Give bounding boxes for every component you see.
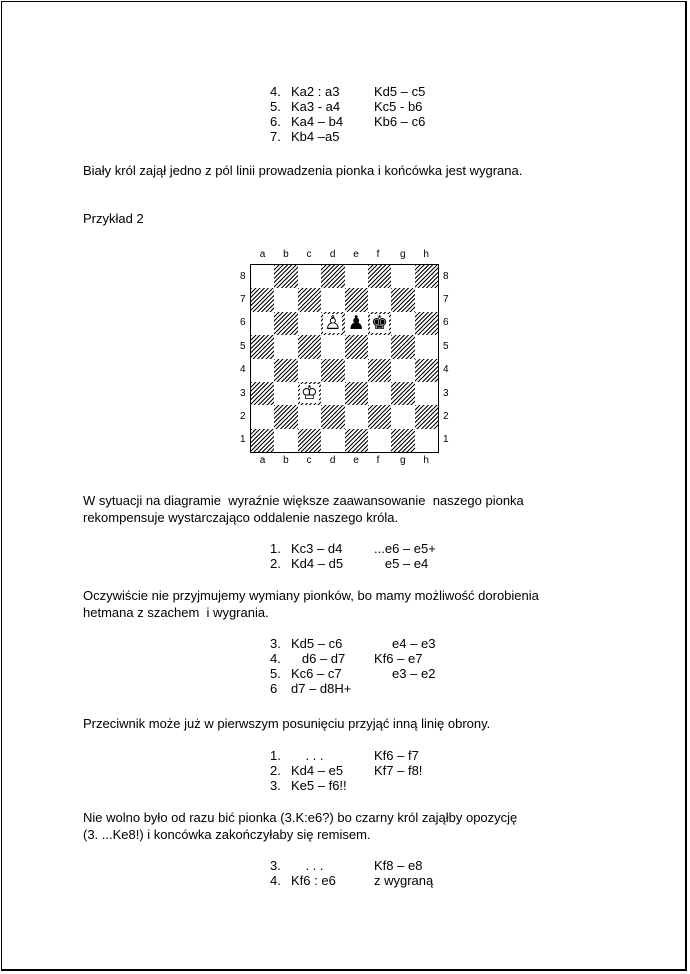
paragraph-5: Nie wolno było od razu bić pionka (3.K:e6?) bo czarny król zająłby opozycję (3. ...Ke8!) i koncówka zakończyłaby się remisem. [83,810,518,842]
square-a5 [251,335,274,358]
move-number: 3. [270,858,281,873]
square-h6 [415,312,438,335]
white-move: Kd4 – d5 [291,556,344,571]
move-row [270,666,570,681]
square-f4 [368,359,391,382]
move-number: 2. [270,763,281,778]
black-move: ...e6 – e5+ [374,541,436,556]
square-g2 [391,405,414,428]
white-move: Ka2 : a3 [291,84,340,99]
square-b7 [274,288,297,311]
move-number: 4. [270,873,281,888]
square-h3 [415,382,438,405]
white-move: Kd5 – c6 [291,636,343,651]
move-number: 7. [270,129,281,144]
file-label-bottom: g [399,455,406,466]
square-c4 [298,359,321,382]
file-label-top: b [283,249,289,260]
square-b6 [274,312,297,335]
move-number: 6. [270,114,281,129]
rank-label-left: 1 [240,434,246,446]
paragraph-1: Biały król zajął jedno z pól linii prowadzenia pionka i końcówka jest wygrana. [83,163,523,178]
move-row [270,114,570,129]
square-d1 [321,429,344,452]
square-g4 [391,359,414,382]
moves-1 [270,541,570,571]
square-f6 [368,312,391,335]
square-g1 [391,429,414,452]
square-a3 [251,382,274,405]
move-row [270,858,570,873]
square-d4 [321,359,344,382]
square-e6 [345,312,368,335]
rank-label-left: 7 [240,294,246,306]
square-c1 [298,429,321,452]
moves-4 [270,858,570,888]
square-b8 [274,265,297,288]
black-move: e5 – e4 [374,556,429,571]
move-number: 6 [270,681,278,696]
move-number: 1. [270,748,281,763]
white-king-icon: ♔ [300,382,318,405]
rank-label-right: 6 [443,317,449,329]
move-row [270,681,570,696]
move-row [270,651,570,666]
square-h5 [415,335,438,358]
black-move: Kc5 - b6 [374,99,423,114]
move-number: 5. [270,99,281,114]
file-label-top: c [306,249,312,260]
square-d8 [321,265,344,288]
square-d5 [321,335,344,358]
rank-label-right: 5 [443,340,449,352]
square-e3 [345,382,368,405]
move-number: 4. [270,651,281,666]
move-number: 1. [270,541,281,556]
white-move: d6 – d7 [291,651,346,666]
move-row [270,778,570,793]
move-row [270,541,570,556]
square-c5 [298,335,321,358]
chessboard [250,264,439,453]
rank-label-left: 6 [240,317,246,329]
white-move: Ka3 - a4 [291,99,341,114]
black-move: Kb6 – c6 [374,114,426,129]
move-number: 2. [270,556,281,571]
square-a4 [251,359,274,382]
rank-label-right: 4 [443,364,449,376]
move-number: 3. [270,636,281,651]
square-e4 [345,359,368,382]
move-row [270,873,570,888]
square-h7 [415,288,438,311]
white-move: Kd4 – e5 [291,763,344,778]
square-e8 [345,265,368,288]
move-row [270,99,570,114]
rank-label-right: 8 [443,270,449,282]
move-row [270,636,570,651]
file-label-top: a [259,249,266,260]
square-a1 [251,429,274,452]
square-a2 [251,405,274,428]
black-king-icon: ♚ [371,311,389,334]
file-label-bottom: c [306,455,312,466]
file-label-top: d [329,249,336,260]
black-move: Kf6 – e7 [374,651,423,666]
white-move: Kb4 –a5 [291,129,340,144]
move-number: 5. [270,666,281,681]
square-c8 [298,265,321,288]
square-f3 [368,382,391,405]
file-label-bottom: b [283,455,289,466]
square-b2 [274,405,297,428]
move-row [270,129,570,144]
file-label-bottom: h [423,455,429,466]
square-f5 [368,335,391,358]
file-label-bottom: f [376,455,380,466]
square-a7 [251,288,274,311]
file-label-top: f [376,249,380,260]
white-move: Kc6 – c7 [291,666,342,681]
paragraph-4: Przeciwnik może już w pierwszym posunięciu przyjąć inną linię obrony. [83,716,491,731]
square-g7 [391,288,414,311]
paragraph-3: Oczywiście nie przyjmujemy wymiany pionków, bo mamy możliwość dorobienia hetmana z szachem i wygrania. [83,588,539,620]
square-b1 [274,429,297,452]
rank-label-left: 5 [240,340,246,352]
square-d3 [321,382,344,405]
square-d6 [321,312,344,335]
moves-2 [270,636,570,696]
black-move: z wygraną [374,873,434,888]
square-g8 [391,265,414,288]
black-move: Kf8 – e8 [374,858,423,873]
rank-label-right: 2 [443,410,449,422]
moves-top [270,84,570,144]
white-move: Ke5 – f6!! [291,778,347,793]
square-h1 [415,429,438,452]
paragraph-2: W sytuacji na diagramie wyraźnie większe zaawansowanie naszego pionka rekompensuje wystarczająco oddalenie naszego króla. [83,493,524,525]
black-move: e3 – e2 [374,666,436,681]
file-label-bottom: d [329,455,336,466]
square-h2 [415,405,438,428]
square-e2 [345,405,368,428]
file-label-bottom: e [353,455,359,466]
square-d7 [321,288,344,311]
square-d2 [321,405,344,428]
rank-label-left: 3 [240,387,246,399]
square-h8 [415,265,438,288]
example-title: Przykład 2 [83,211,144,226]
square-c7 [298,288,321,311]
black-move: Kd5 – c5 [374,84,426,99]
black-move: Kf6 – f7 [374,748,419,763]
square-e1 [345,429,368,452]
black-pawn-icon: ♟ [347,311,365,334]
rank-label-right: 1 [443,434,449,446]
chess-diagram [240,247,455,472]
white-pawn-icon: ♙ [324,311,342,334]
white-move: . . . [291,858,324,873]
square-a6 [251,312,274,335]
square-b3 [274,382,297,405]
file-label-top: h [423,249,429,260]
white-move: Kf6 : e6 [291,873,336,888]
file-label-top: g [399,249,406,260]
square-f2 [368,405,391,428]
white-move: . . . [291,748,324,763]
square-g6 [391,312,414,335]
white-move: d7 – d8H+ [291,681,352,696]
white-move: Ka4 – b4 [291,114,344,129]
square-f8 [368,265,391,288]
square-g3 [391,382,414,405]
rank-label-left: 2 [240,410,246,422]
square-e5 [345,335,368,358]
square-f1 [368,429,391,452]
black-move: e4 – e3 [374,636,436,651]
square-e7 [345,288,368,311]
white-move: Kc3 – d4 [291,541,343,556]
square-g5 [391,335,414,358]
rank-label-left: 8 [240,270,246,282]
square-h4 [415,359,438,382]
move-row [270,748,570,763]
move-row [270,84,570,99]
move-number: 4. [270,84,281,99]
square-c2 [298,405,321,428]
rank-label-right: 7 [443,294,449,306]
move-row [270,556,570,571]
square-c6 [298,312,321,335]
square-a8 [251,265,274,288]
square-b5 [274,335,297,358]
file-label-bottom: a [259,455,266,466]
file-label-top: e [353,249,359,260]
square-f7 [368,288,391,311]
moves-3 [270,748,570,793]
move-row [270,763,570,778]
rank-label-right: 3 [443,387,449,399]
rank-label-left: 4 [240,364,246,376]
move-number: 3. [270,778,281,793]
square-b4 [274,359,297,382]
black-move: Kf7 – f8! [374,763,423,778]
square-c3 [298,382,321,405]
